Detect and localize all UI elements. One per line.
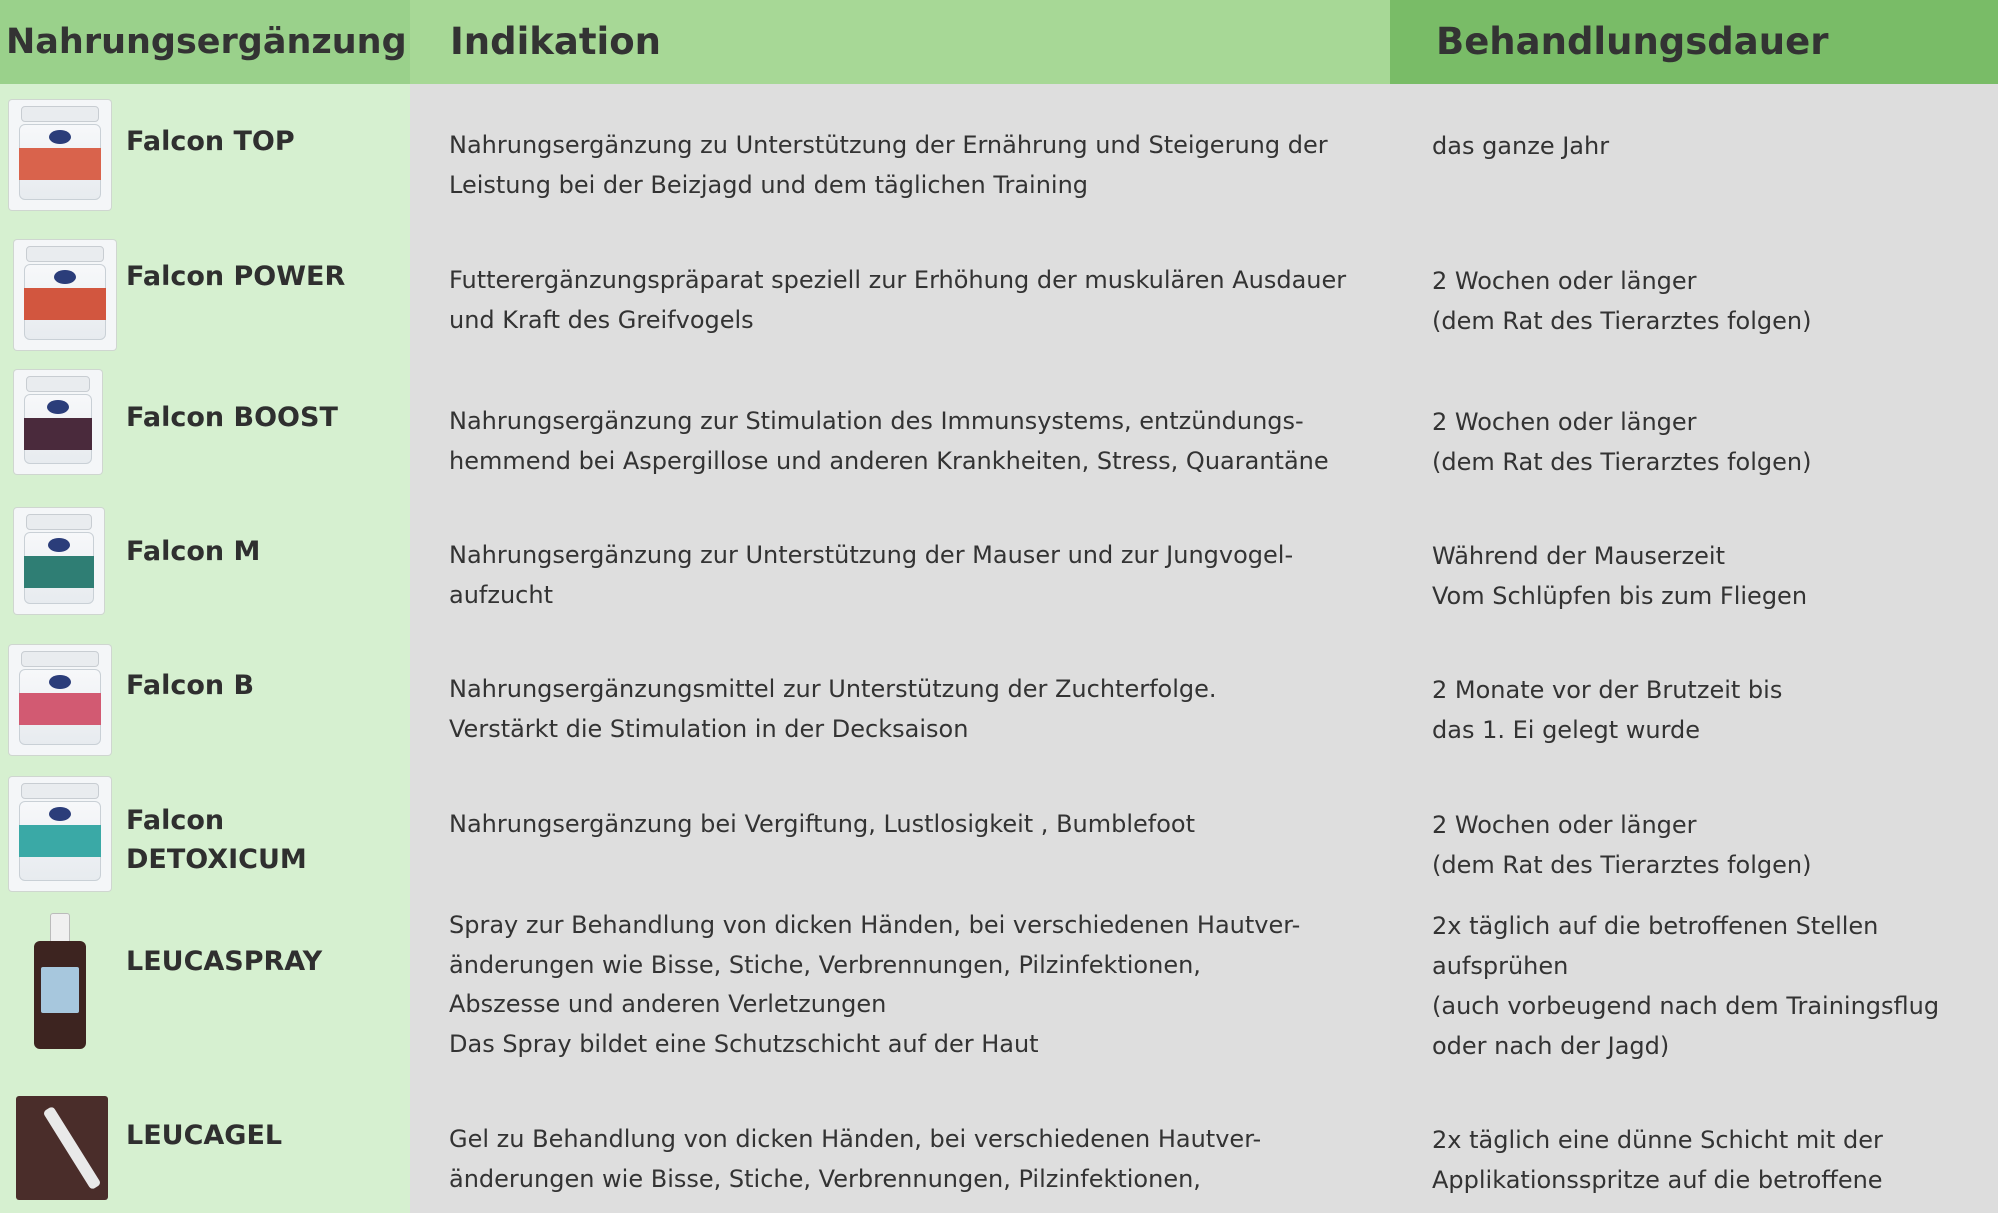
indication-text: Gel zu Behandlung von dicken Händen, bei verschiedenen Hautver- änderungen wie Bisse, Stiche, Verbrennungen, Pilzinfektionen, xyxy=(449,1125,1262,1193)
product-name: Falcon BOOST xyxy=(126,402,338,433)
product-name: Falcon B xyxy=(126,670,255,701)
header-product: Nahrungsergänzung xyxy=(0,0,410,84)
falcon-power-jar-icon xyxy=(14,240,116,350)
indication-text: Nahrungsergänzung zu Unterstützung der Ernährung und Steigerung der Leistung bei der Beizjagd und dem täglichen Training xyxy=(449,131,1328,199)
duration-text: Während der Mauserzeit Vom Schlüpfen bis zum Fliegen xyxy=(1432,542,1808,610)
indication-text: Nahrungsergänzung zur Stimulation des Immunsystems, entzündungs- hemmend bei Aspergillose und anderen Krankheiten, Stress, Quarantäne xyxy=(449,407,1329,475)
falcon-detoxicum-jar-icon xyxy=(9,777,111,891)
duration-text: das ganze Jahr xyxy=(1432,132,1610,160)
indication-text: Nahrungsergänzung zur Unterstützung der Mauser und zur Jungvogel- aufzucht xyxy=(449,541,1294,609)
product-name: LEUCASPRAY xyxy=(126,946,323,977)
indication-text: Nahrungsergänzungsmittel zur Unterstützung der Zuchterfolge. Verstärkt die Stimulation in der Decksaison xyxy=(449,675,1217,743)
indication-text: Nahrungsergänzung bei Vergiftung, Lustlosigkeit , Bumblefoot xyxy=(449,810,1196,838)
duration-text: 2 Wochen oder länger (dem Rat des Tierarztes folgen) xyxy=(1432,267,1812,335)
product-name: Falcon M xyxy=(126,536,261,567)
leucaspray-bottle-icon xyxy=(30,913,92,1051)
falcon-m-jar-icon xyxy=(14,508,104,614)
indication-text: Spray zur Behandlung von dicken Händen, bei verschiedenen Hautver- änderungen wie Bisse, Stiche, Verbrennungen, Pilzinfektionen, Abszesse und anderen Verletzungen Das Spray bildet eine Schutzschicht auf der Haut xyxy=(449,911,1301,1058)
falcon-top-jar-icon xyxy=(9,100,111,210)
duration-text: 2 Monate vor der Brutzeit bis das 1. Ei gelegt wurde xyxy=(1432,676,1783,744)
product-name: Falcon POWER xyxy=(126,261,346,292)
duration-text: 2 Wochen oder länger (dem Rat des Tierarztes folgen) xyxy=(1432,811,1812,879)
falcon-b-jar-icon xyxy=(9,645,111,755)
duration-text: 2x täglich auf die betroffenen Stellen aufsprühen (auch vorbeugend nach dem Trainingsflug oder nach der Jagd) xyxy=(1432,912,1940,1060)
leucagel-syringe-icon xyxy=(16,1096,108,1200)
duration-text: 2 Wochen oder länger (dem Rat des Tierarztes folgen) xyxy=(1432,408,1812,476)
falcon-boost-jar-icon xyxy=(14,370,102,474)
header-duration: Behandlungsdauer xyxy=(1390,0,1998,84)
indication-text: Futterergänzungspräparat speziell zur Erhöhung der muskulären Ausdauer und Kraft des Greifvogels xyxy=(449,266,1347,334)
header-indication: Indikation xyxy=(410,0,1390,84)
product-name: Falcon TOP xyxy=(126,126,295,157)
product-name: Falcon DETOXICUM xyxy=(126,805,307,875)
product-name: LEUCAGEL xyxy=(126,1120,283,1151)
duration-text: 2x täglich eine dünne Schicht mit der Applikationsspritze auf die betroffene xyxy=(1432,1126,1883,1194)
